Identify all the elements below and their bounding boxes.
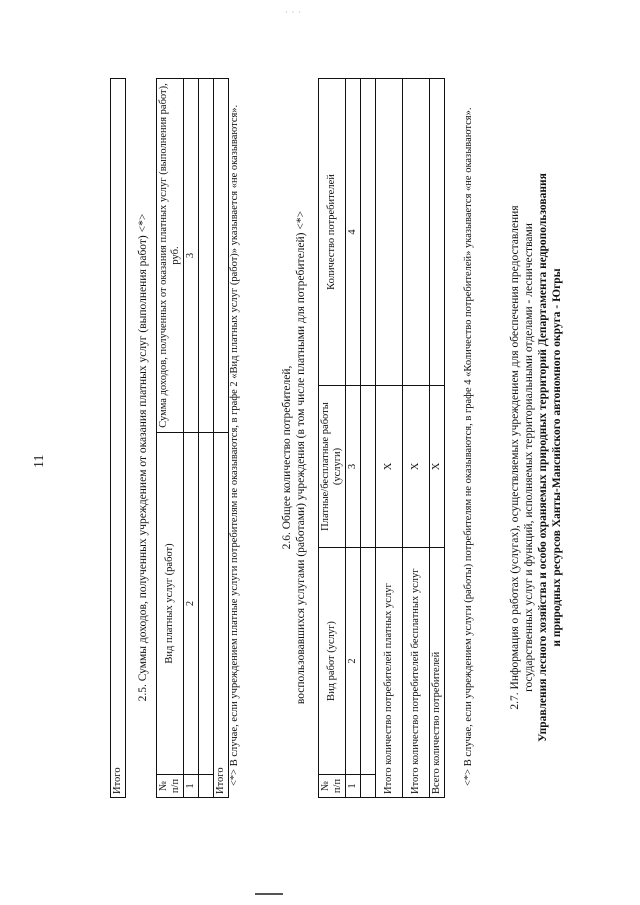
empty-cell bbox=[361, 386, 376, 548]
section-2-6-table bbox=[318, 78, 445, 798]
index-cell: 1 bbox=[184, 775, 199, 798]
x-mark: X bbox=[430, 386, 445, 548]
table-header-row bbox=[319, 79, 346, 798]
section-2-7-heading bbox=[508, 35, 564, 880]
empty-cell bbox=[361, 548, 376, 775]
table-row bbox=[111, 79, 126, 798]
table-index-row bbox=[184, 79, 199, 798]
empty-cell bbox=[361, 775, 376, 798]
table-index-row bbox=[346, 79, 361, 798]
itogo-cell: Итого bbox=[214, 433, 229, 798]
col-header-num: № п/п bbox=[157, 775, 184, 798]
col-header-paid-free: Платные/бесплатные работы (услуги) bbox=[319, 386, 346, 548]
index-cell: 1 bbox=[346, 775, 361, 798]
empty-cell bbox=[376, 79, 403, 386]
col-header-income-sum: Сумма доходов, полученных от оказания платных услуг (выполнения работ), руб. bbox=[157, 79, 184, 433]
index-cell: 3 bbox=[346, 386, 361, 548]
empty-cell bbox=[430, 79, 445, 386]
section-2-6-footnote: <*> В случае, если учреждением услуги (работы) потребителям не оказываются, в графе 4 «Количество потребителей» указывается «не оказываются». bbox=[463, 107, 474, 786]
table-row bbox=[403, 79, 430, 798]
table-row bbox=[214, 79, 229, 798]
top-itogo-table bbox=[110, 78, 126, 798]
row-label: Итого количество потребителей платных услуг bbox=[376, 548, 403, 798]
empty-cell bbox=[361, 79, 376, 386]
x-mark: X bbox=[403, 386, 430, 548]
section-2-6-heading-line2: воспользовавшихся услугами (работами) учреждения (в том числе платными для потребителей) <*> bbox=[295, 210, 307, 705]
section-2-6-heading-line1: 2.6. Общее количество потребителей, bbox=[281, 365, 293, 550]
col-header-service-type: Вид платных услуг (работ) bbox=[157, 433, 184, 775]
col-header-consumers-count: Количество потребителей bbox=[319, 79, 346, 386]
col-header-num: № п/п bbox=[319, 775, 346, 798]
row-label: Итого количество потребителей бесплатных услуг bbox=[403, 548, 430, 798]
section-2-5-heading: 2.5. Суммы доходов, полученных учреждением от оказания платных услуг (выполнения работ) <*> bbox=[137, 213, 149, 702]
table-row bbox=[430, 79, 445, 798]
scan-edge-mark bbox=[255, 893, 283, 895]
table-header-row bbox=[157, 79, 184, 798]
x-mark: X bbox=[376, 386, 403, 548]
index-cell: 4 bbox=[346, 79, 361, 386]
row-label: Всего количество потребителей bbox=[430, 548, 445, 798]
table-row bbox=[376, 79, 403, 798]
empty-cell bbox=[199, 433, 214, 775]
empty-cell bbox=[199, 775, 214, 798]
rotated-page bbox=[20, 35, 620, 880]
section-2-7-line2: государственных услуг и функций, исполняемых территориальными отделами - лесничествами bbox=[523, 223, 535, 692]
section-2-5-table bbox=[156, 78, 229, 798]
index-cell: 3 bbox=[184, 79, 199, 433]
index-cell: 2 bbox=[184, 433, 199, 775]
section-2-5-footnote: <*> В случае, если учреждением платные услуги потребителям не оказываются, в графе 2 «Вид платных услуг (работ)» указывается «не оказываются». bbox=[229, 104, 240, 786]
page-number: 11 bbox=[32, 454, 47, 468]
col-header-work-type: Вид работ (услуг) bbox=[319, 548, 346, 775]
table-row bbox=[199, 79, 214, 798]
section-2-7-line1: 2.7. Информация о работах (услугах), осуществляемых учреждением для обеспечения предоставления bbox=[509, 205, 521, 710]
empty-cell bbox=[214, 79, 229, 433]
section-2-7-line4: и природных ресурсов Ханты-Мансийского автономного округа - Югры bbox=[551, 268, 563, 647]
index-cell: 2 bbox=[346, 548, 361, 775]
scan-artifact: · · · bbox=[285, 8, 302, 17]
section-2-7-line3: Управления лесного хозяйства и особо охраняемых природных территорий Департамента недропользования bbox=[537, 173, 549, 742]
itogo-cell: Итого bbox=[111, 79, 126, 798]
empty-cell bbox=[199, 79, 214, 433]
empty-cell bbox=[403, 79, 430, 386]
table-row bbox=[361, 79, 376, 798]
